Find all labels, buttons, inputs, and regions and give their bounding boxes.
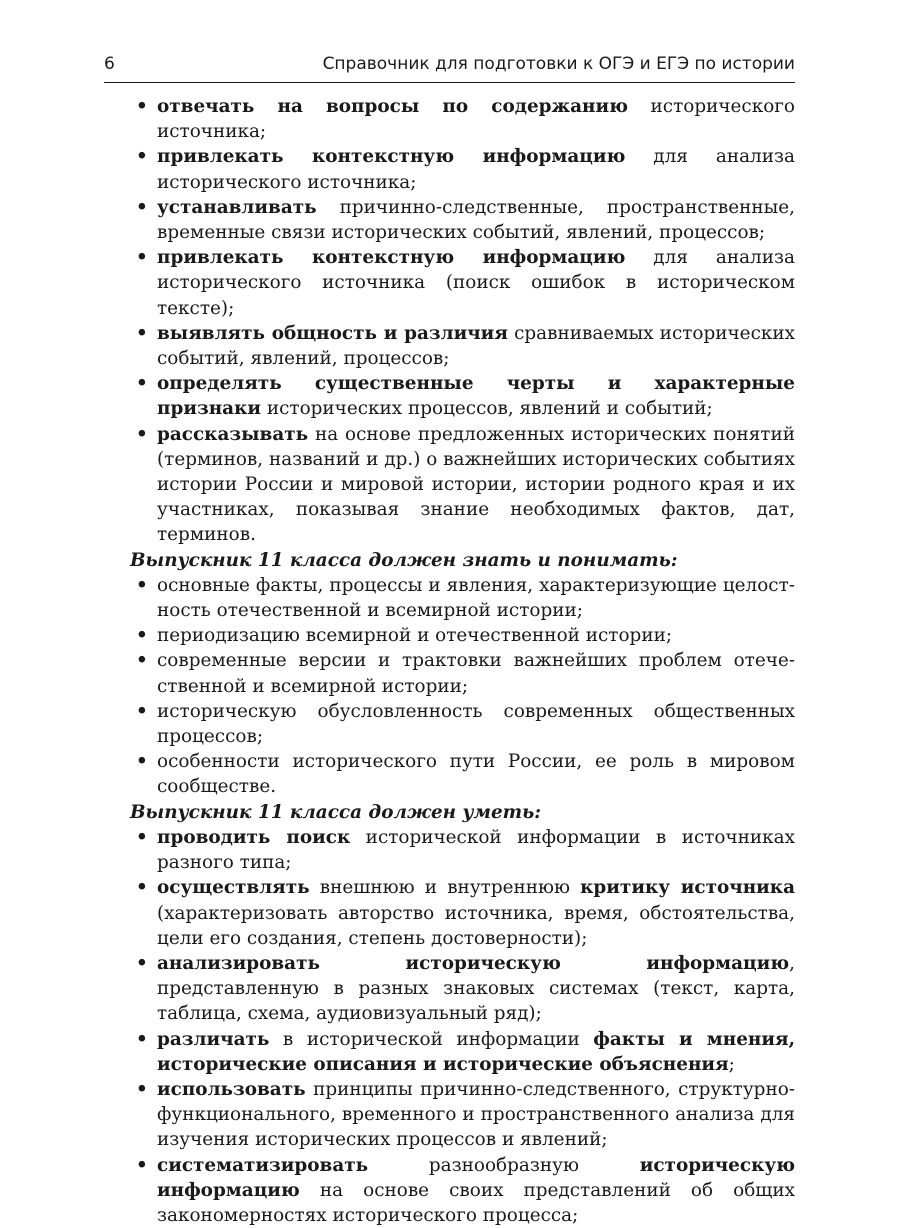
list-item: • историческую обусловленность современных общественных процессов;: [130, 699, 795, 749]
list-item: • особенности исторического пути России, ее роль в мировом сообществе.: [130, 749, 795, 799]
list-item: • систематизировать разнообразную историческую информацию на основе своих представлений об общих закономерностях исторического процесса;: [130, 1153, 795, 1228]
list-item: • анализировать историческую информацию, представленную в разных знаковых системах (текст, карта, таблица, схема, аудиовизуальный ряд);: [130, 951, 795, 1027]
list-item: • использовать принципы причинно-следственного, структурно-функционального, временного и пространственного анализа для изучения исторических процессов и явлений;: [130, 1077, 795, 1153]
list-item: • привлекать контекстную информацию для анализа исторического источника (поиск ошибок в историческом тексте);: [130, 245, 795, 321]
list-item: • основные факты, процессы и явления, характеризующие целостность отечественной и всемирной истории;: [130, 573, 795, 623]
list-item: • рассказывать на основе предложенных исторических понятий (терминов, названий и др.) о важнейших исторических событиях истории России и мировой истории, истории родного края и их участниках, показывая знание необходимых фактов, дат, терминов.: [130, 422, 795, 548]
list-item: • различать в исторической информации факты и мнения, исторические описания и исторические объяснения;: [130, 1027, 795, 1077]
list-item: • привлекать контекстную информацию для анализа исторического источника;: [130, 144, 795, 194]
skills-list-continued: [130, 94, 795, 548]
page-number: 6: [104, 54, 115, 74]
list-item: • выявлять общность и различия сравниваемых исторических событий, явлений, процессов;: [130, 321, 795, 371]
list-item: • современные версии и трактовки важнейших проблем отечественной и всемирной истории;: [130, 648, 795, 698]
list-item: • осуществлять внешнюю и внутреннюю критику источника (характеризовать авторство источника, время, обстоятельства, цели его создания, степень достоверности);: [130, 875, 795, 951]
skills-list: [130, 825, 795, 1228]
list-item: • устанавливать причинно-следственные, пространственные, временные связи исторических событий, явлений, процессов;: [130, 195, 795, 245]
list-item: • периодизацию всемирной и отечественной истории;: [130, 623, 795, 648]
list-item: • отвечать на вопросы по содержанию исторического источника;: [130, 94, 795, 144]
running-header: [104, 52, 795, 83]
page-content: [130, 94, 795, 1228]
list-item: • проводить поиск исторической информации в источниках разного типа;: [130, 825, 795, 875]
know-list: [130, 573, 795, 800]
list-item: • определять существенные черты и характерные признаки исторических процессов, явлений и событий;: [130, 371, 795, 421]
skills-heading: Выпускник 11 класса должен уметь:: [130, 801, 542, 823]
know-heading: Выпускник 11 класса должен знать и понимать:: [130, 549, 678, 571]
book-title: Справочник для подготовки к ОГЭ и ЕГЭ по истории: [322, 54, 795, 74]
